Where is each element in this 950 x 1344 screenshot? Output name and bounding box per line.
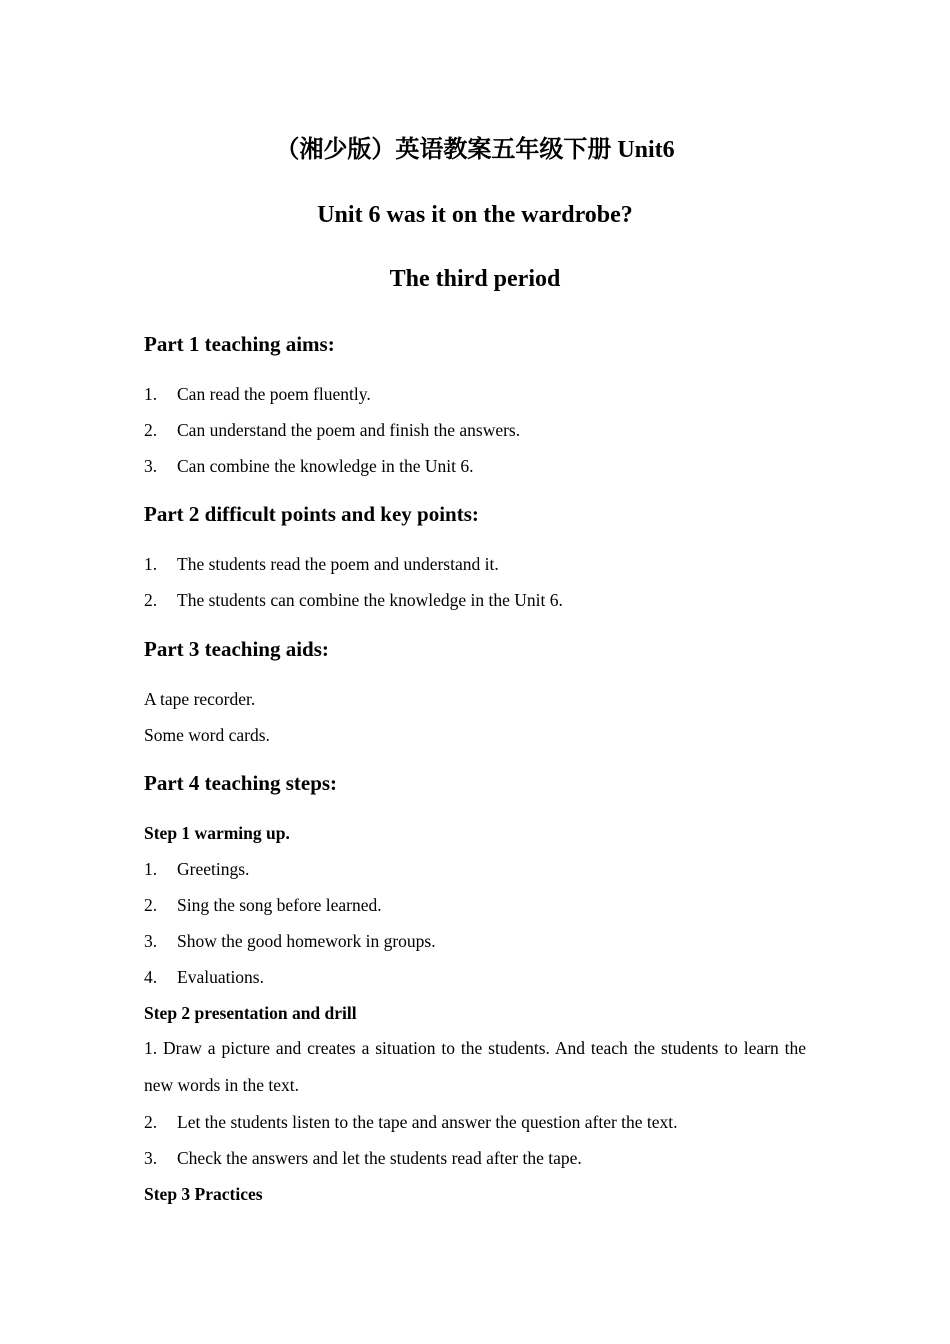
part1-heading: Part 1 teaching aims: [144, 332, 335, 356]
list-number: 1. [144, 554, 158, 574]
step2-heading: Step 2 presentation and drill [144, 1003, 357, 1023]
list-item [144, 858, 249, 880]
list-item [144, 383, 371, 405]
list-number: 2. [144, 895, 158, 915]
list-text: The students can combine the knowledge in the Unit 6. [177, 590, 563, 610]
list-number: 3. [144, 1148, 158, 1168]
list-text: Can combine the knowledge in the Unit 6. [177, 456, 474, 476]
list-item [144, 894, 382, 916]
list-number: 1. [144, 859, 158, 879]
list-item [144, 1147, 582, 1169]
list-number: 3. [144, 931, 158, 951]
list-item [144, 930, 436, 952]
list-item [144, 553, 499, 575]
part4-heading: Part 4 teaching steps: [144, 771, 338, 795]
list-text: Greetings. [177, 859, 250, 879]
list-number: 1. [144, 384, 158, 404]
step3-heading: Step 3 Practices [144, 1184, 263, 1204]
aid-line: A tape recorder. [144, 689, 256, 709]
list-text: Check the answers and let the students read after the tape. [177, 1148, 582, 1168]
list-text: Let the students listen to the tape and answer the question after the text. [177, 1112, 678, 1132]
list-item-paragraph: 1. Draw a picture and creates a situation to the students. And teach the students to learn the new words in the text. [144, 1038, 806, 1095]
period-title: The third period [389, 266, 561, 292]
list-text: Show the good homework in groups. [177, 931, 436, 951]
list-number: 2. [144, 590, 158, 610]
list-item [144, 455, 473, 477]
list-text: Sing the song before learned. [177, 895, 382, 915]
part2-heading: Part 2 difficult points and key points: [144, 502, 479, 526]
part3-heading: Part 3 teaching aids: [144, 637, 329, 661]
list-number: 2. [144, 1112, 158, 1132]
list-number: 2. [144, 420, 158, 440]
list-number: 4. [144, 967, 158, 987]
document-title: （湘少版）英语教案五年级下册 Unit6 [275, 137, 675, 163]
lesson-subtitle: Unit 6 was it on the wardrobe? [317, 202, 633, 228]
list-text: Can read the poem fluently. [177, 384, 371, 404]
list-item [144, 966, 264, 988]
list-text: The students read the poem and understand it. [177, 554, 499, 574]
list-item [144, 419, 520, 441]
step1-heading: Step 1 warming up. [144, 823, 290, 843]
list-text: Evaluations. [177, 967, 264, 987]
list-item [144, 1111, 678, 1133]
list-item [144, 589, 563, 611]
list-text: Can understand the poem and finish the answers. [177, 420, 521, 440]
list-number: 3. [144, 456, 158, 476]
aid-line: Some word cards. [144, 725, 270, 745]
